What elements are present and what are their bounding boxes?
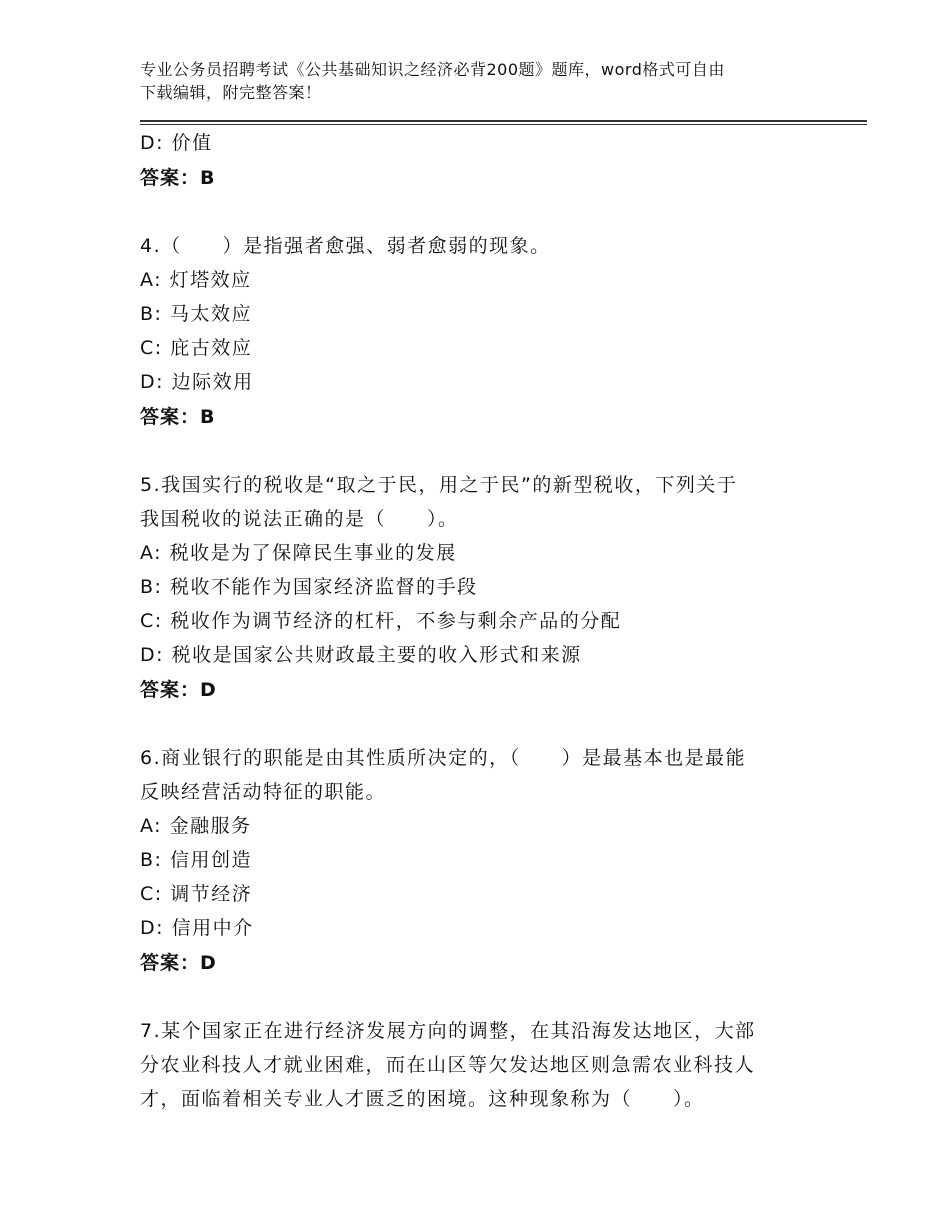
q7-stem-line-2: 分农业科技人才就业困难，而在山区等欠发达地区则急需农业科技人 bbox=[140, 1054, 756, 1076]
header-line-2: 下载编辑，附完整答案！ bbox=[140, 83, 322, 102]
q6-option-b: B: 信用创造 bbox=[140, 849, 252, 871]
q4-option-d: D: 边际效用 bbox=[140, 371, 254, 393]
q5-stem-line-1: 5.我国实行的税收是“取之于民，用之于民”的新型税收，下列关于 bbox=[140, 474, 738, 496]
header-rule-thin bbox=[140, 124, 867, 125]
q4-option-b: B: 马太效应 bbox=[140, 303, 252, 325]
q5-option-b: B: 税收不能作为国家经济监督的手段 bbox=[140, 576, 478, 598]
q5-stem-line-2: 我国税收的说法正确的是（ ）。 bbox=[140, 508, 459, 530]
q5-answer: 答案：D bbox=[140, 679, 217, 701]
q3-answer: 答案：B bbox=[140, 167, 216, 189]
q6-stem-line-1: 6.商业银行的职能是由其性质所决定的，（ ）是最基本也是最能 bbox=[140, 747, 747, 769]
q6-option-d: D: 信用中介 bbox=[140, 917, 254, 939]
q6-option-a: A: 金融服务 bbox=[140, 815, 252, 837]
document-header bbox=[140, 58, 820, 104]
q6-stem-line-2: 反映经营活动特征的职能。 bbox=[140, 781, 387, 803]
q5-option-a: A: 税收是为了保障民生事业的发展 bbox=[140, 542, 457, 564]
q5-option-d: D: 税收是国家公共财政最主要的收入形式和来源 bbox=[140, 644, 582, 666]
q4-option-c: C: 庇古效应 bbox=[140, 337, 253, 359]
q4-option-a: A: 灯塔效应 bbox=[140, 269, 252, 291]
header-line-1: 专业公务员招聘考试《公共基础知识之经济必背200题》题库，word格式可自由 bbox=[140, 60, 725, 79]
header-rule-thick bbox=[140, 120, 867, 122]
q4-answer: 答案：B bbox=[140, 406, 216, 428]
q6-option-c: C: 调节经济 bbox=[140, 883, 253, 905]
q6-answer: 答案：D bbox=[140, 952, 217, 974]
q4-stem: 4.（ ）是指强者愈强、弱者愈弱的现象。 bbox=[140, 235, 551, 257]
q7-stem-line-3: 才，面临着相关专业人才匮乏的困境。这种现象称为（ ）。 bbox=[140, 1088, 705, 1110]
q7-stem-line-1: 7.某个国家正在进行经济发展方向的调整，在其沿海发达地区，大部 bbox=[140, 1020, 756, 1042]
q5-option-c: C: 税收作为调节经济的杠杆，不参与剩余产品的分配 bbox=[140, 610, 622, 632]
q3-option-d: D: 价值 bbox=[140, 132, 213, 154]
